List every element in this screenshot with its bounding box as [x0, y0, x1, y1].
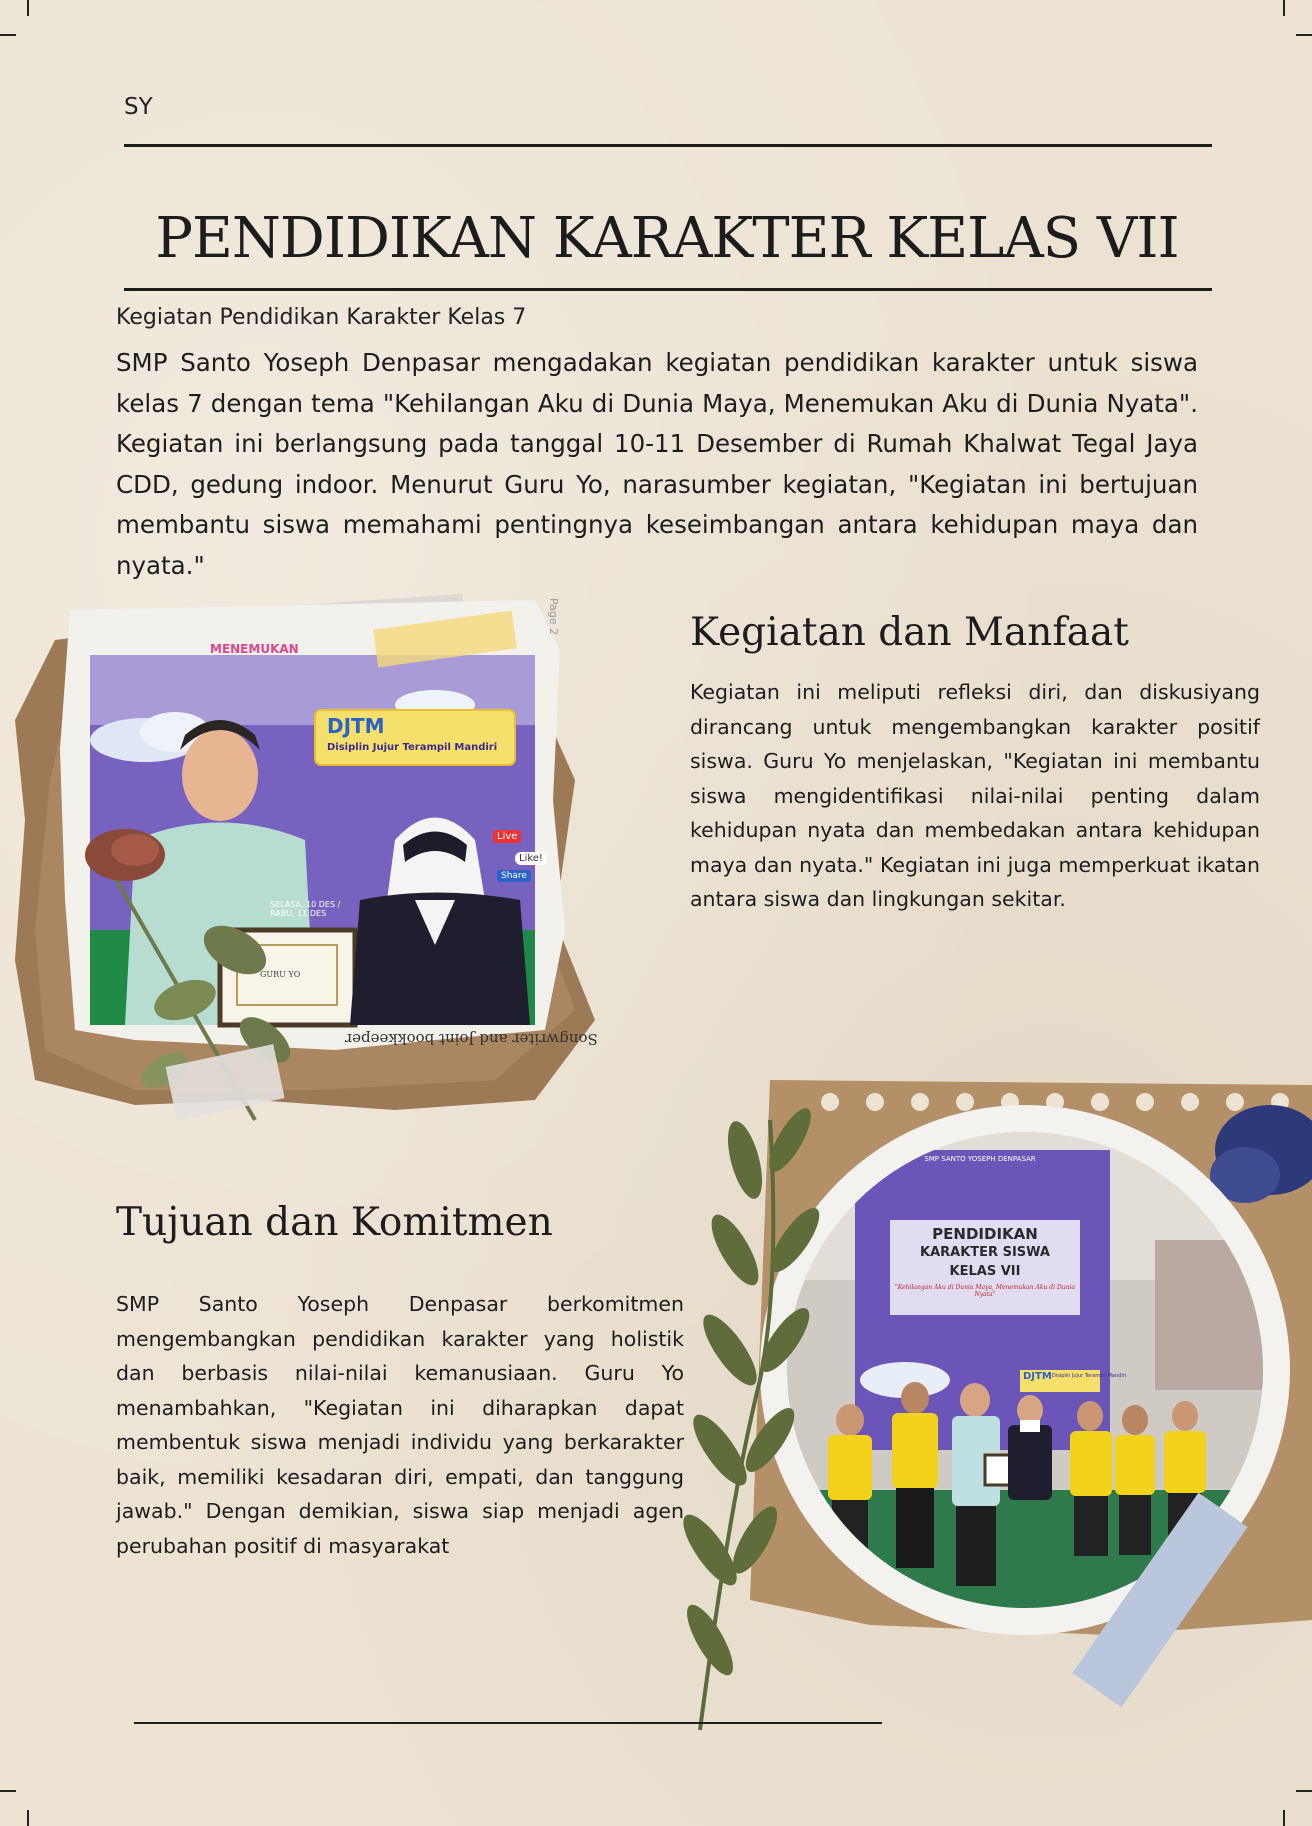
- intro-heading: Kegiatan Pendidikan Karakter Kelas 7: [116, 305, 527, 330]
- photo1-banner-top: MENEMUKAN: [210, 642, 299, 656]
- crop-mark: [0, 1790, 16, 1792]
- page-title: PENDIDIKAN KARAKTER KELAS VII: [155, 206, 1179, 271]
- title-rule: [124, 288, 1212, 291]
- certificate-name: GURU YO: [260, 970, 301, 979]
- photo-collage-left: [15, 597, 635, 1120]
- crop-mark: [1296, 1790, 1312, 1792]
- header-mark: SY: [124, 94, 153, 120]
- header-rule: [124, 144, 1212, 147]
- crop-mark: [1283, 1810, 1285, 1826]
- sticker-live: Live: [493, 830, 521, 843]
- photo1-date: SELASA, 10 DES / RABU, 11 DES: [270, 900, 341, 918]
- photo1-page-tag: Page 2: [547, 597, 561, 636]
- photo2-title-2: KARAKTER SISWA: [920, 1245, 1050, 1260]
- photo1-tagline: Disiplin Jujur Terampil Mandiri: [327, 742, 498, 753]
- photo2-title-1: PENDIDIKAN: [932, 1225, 1038, 1243]
- section-body-kegiatan: Kegiatan ini meliputi refleksi diri, dan diskusiyang dirancang untuk mengembangkan karakter positif siswa. Guru Yo menjelaskan, "Kegiatan ini membantu siswa mengidentifikasi nilai-nilai penting dalam kehidupan nyata dan membedakan antara kehidupan maya dan nyata." Kegiatan ini juga memperkuat ikatan antara siswa dan lingkungan sekitar.: [690, 680, 1260, 911]
- crop-mark: [0, 34, 16, 36]
- sticker-share: Share: [497, 870, 531, 882]
- crop-mark: [1283, 0, 1285, 16]
- photo2-logo: DJTM: [1023, 1371, 1052, 1382]
- collage-right-art: [690, 1080, 1312, 1700]
- sticker-like: Like!: [515, 852, 547, 865]
- photo1-logo: DJTM: [327, 714, 385, 738]
- photo1-paper-text: Songwriter and Joint bookkeeper: [345, 1030, 598, 1048]
- section-body-tujuan: SMP Santo Yoseph Denpasar berkomitmen mengembangkan pendidikan karakter yang holistik dan berbasis nilai-nilai kemanusiaan. Guru Yo menambahkan, "Kegiatan ini diharapkan dapat membentuk siswa menjadi individu yang berkarakter baik, memiliki kesadaran diri, empati, dan tanggung jawab." Dengan demikian, siswa siap menjadi agen perubahan positif di masyarakat: [116, 1292, 684, 1558]
- crop-mark: [1296, 34, 1312, 36]
- footer-rule: [134, 1722, 882, 1724]
- photo-collage-right: [690, 1080, 1312, 1700]
- intro-body: SMP Santo Yoseph Denpasar mengadakan kegiatan pendidikan karakter untuk siswa kelas 7 dengan tema "Kehilangan Aku di Dunia Maya, Menemukan Aku di Dunia Nyata". Kegiatan ini berlangsung pada tanggal 10-11 Desember di Rumah Khalwat Tegal Jaya CDD, gedung indoor. Menurut Guru Yo, narasumber kegiatan, "Kegiatan ini bertujuan membantu siswa memahami pentingnya keseimbangan antara kehidupan maya dan nyata.": [116, 348, 1198, 580]
- section-title-kegiatan: Kegiatan dan Manfaat: [690, 610, 1129, 655]
- photo2-tagline: Disiplin Jujur Terampil Mandiri: [1052, 1373, 1127, 1379]
- photo2-theme: "Kehilangan Aku di Dunia Maya, Menemukan Aku di Dunia Nyata": [895, 1284, 1075, 1298]
- section-title-tujuan: Tujuan dan Komitmen: [116, 1200, 553, 1245]
- photo2-title-3: KELAS VII: [949, 1264, 1021, 1279]
- photo2-school: SMP SANTO YOSEPH DENPASAR: [924, 1155, 1036, 1163]
- crop-mark: [27, 0, 29, 16]
- crop-mark: [27, 1810, 29, 1826]
